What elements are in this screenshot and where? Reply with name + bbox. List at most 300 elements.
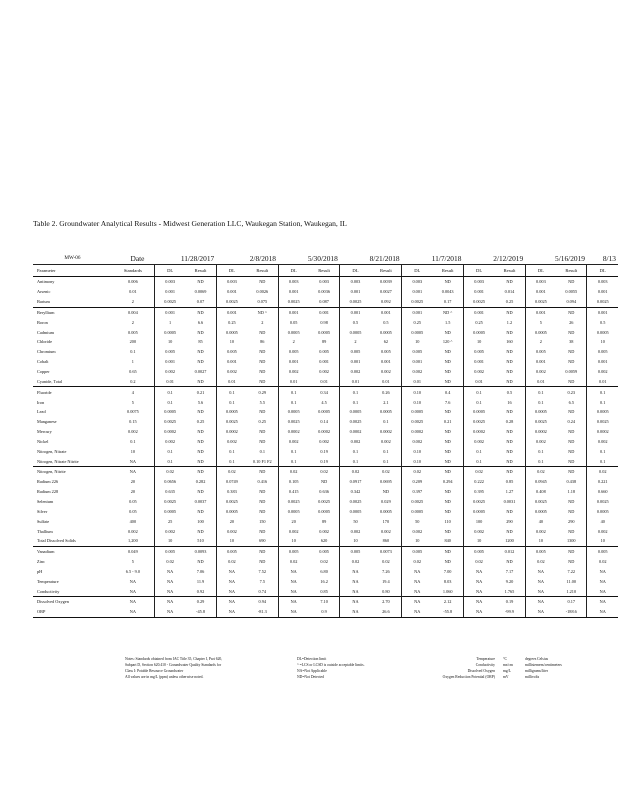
- result-cell: 0.17: [556, 597, 587, 607]
- standard-value: 20: [130, 479, 136, 485]
- note-abbr-na: NA=Not Applicable: [297, 669, 327, 673]
- table-row: [33, 586, 618, 596]
- result-cell: 0.0031: [503, 498, 516, 504]
- result-cell: ND: [506, 528, 513, 534]
- result-cell: 0.07: [196, 299, 205, 305]
- result-cell: NA: [402, 566, 433, 576]
- result-cell: ND: [259, 279, 266, 285]
- result-cell: 0.02: [309, 467, 340, 477]
- result-cell: ND: [444, 528, 451, 534]
- unit-param: Oxygen Reduction Potential (ORP): [442, 675, 495, 679]
- result-cell: 0.001: [278, 307, 309, 317]
- result-cell: 0.005: [278, 347, 309, 357]
- result-cell: 0.002: [154, 367, 185, 377]
- result-cell: 0.0002: [379, 429, 392, 435]
- result-cell: ND: [444, 369, 451, 375]
- result-cell: 0.003: [525, 277, 556, 287]
- result-cell: NA: [340, 566, 371, 576]
- result-cell: 5: [525, 317, 556, 327]
- result-cell: 0.1: [340, 397, 371, 407]
- standard-value: NA: [129, 578, 136, 584]
- result-cell: 0.002: [587, 367, 618, 377]
- result-cell: ND: [444, 359, 451, 365]
- result-cell: 89: [321, 518, 327, 524]
- result-cell: 0.001: [402, 357, 433, 367]
- result-cell: 10: [463, 536, 494, 546]
- parameter-name: Antimony: [37, 279, 55, 285]
- standard-value: 1: [131, 359, 134, 365]
- result-cell: 0.01: [587, 376, 618, 386]
- result-cell: 0.14: [320, 419, 328, 425]
- result-cell: 0.0005: [463, 327, 494, 337]
- result-cell: ND: [568, 409, 575, 415]
- result-cell: ND: [568, 458, 575, 464]
- result-cell: 0.19: [320, 458, 328, 464]
- result-cell: 40: [587, 516, 618, 526]
- parameter-name: Dissolved Oxygen: [33, 597, 112, 607]
- parameter-name: Iron: [37, 399, 45, 405]
- result-cell: 0.1: [259, 448, 265, 454]
- result-cell: 0.23: [556, 387, 587, 397]
- table-notes: [0, 657, 618, 687]
- result-cell: NA: [278, 586, 309, 596]
- table-row: [33, 327, 618, 337]
- result-cell: 510: [197, 538, 204, 544]
- result-cell: 0.0656: [154, 477, 185, 487]
- result-cell: 0.005: [463, 347, 494, 357]
- result-cell: 0.1: [154, 446, 185, 456]
- result-cell: 0.002: [319, 369, 329, 375]
- standard-value: 0.05: [129, 508, 137, 514]
- column-header: DL: [154, 265, 185, 277]
- result-cell: 1.18: [567, 489, 576, 495]
- result-cell: 0.0002: [340, 427, 371, 437]
- result-cell: 0.0002: [278, 427, 309, 437]
- result-cell: 100: [197, 518, 204, 524]
- result-cell: 0.005: [463, 546, 494, 556]
- column-header: Result: [247, 265, 278, 277]
- result-cell: 0.002: [154, 437, 185, 447]
- parameter-name: Radium 226: [37, 479, 59, 485]
- result-cell: ND: [432, 467, 463, 477]
- parameter-name: Arsenic: [37, 289, 51, 295]
- result-cell: 0.0005: [340, 506, 371, 516]
- standard-value: NA: [112, 467, 155, 477]
- result-cell: 7.5: [259, 578, 265, 584]
- result-cell: NA: [154, 566, 185, 576]
- result-cell: ND: [259, 329, 266, 335]
- result-cell: ND: [432, 546, 463, 556]
- result-cell: 7.52: [258, 568, 267, 574]
- result-cell: 0.25: [216, 317, 247, 327]
- parameter-name: Cadmium: [37, 329, 54, 335]
- table-row: [33, 597, 618, 607]
- result-cell: 0.0027: [194, 369, 207, 375]
- result-cell: 0.0005: [318, 508, 330, 514]
- unit-symbol: °C: [503, 657, 507, 661]
- column-header: DL: [402, 265, 433, 277]
- result-cell: NA: [216, 586, 247, 596]
- result-cell: 0.19: [494, 597, 525, 607]
- result-cell: 0.02: [216, 557, 247, 567]
- result-cell: 0.415: [278, 487, 309, 497]
- result-cell: ND: [568, 508, 575, 514]
- result-cell: 0.01: [320, 378, 328, 384]
- result-cell: 0.1: [278, 397, 309, 407]
- standard-value: 0.0075: [126, 409, 139, 415]
- result-cell: 2: [261, 319, 264, 325]
- result-cell: 0.1: [340, 387, 371, 397]
- result-cell: 89: [321, 339, 327, 345]
- result-cell: 0.029: [381, 498, 391, 504]
- table-row: [33, 497, 618, 507]
- result-cell: ND: [568, 378, 575, 384]
- result-cell: 0.02: [154, 467, 185, 477]
- note-abbr-dl: DL=Detection limit: [297, 657, 327, 661]
- result-cell: 26: [569, 319, 574, 325]
- table-row: [33, 526, 618, 536]
- result-cell: NA: [587, 566, 618, 576]
- result-cell: ND: [197, 448, 204, 454]
- result-cell: 10: [587, 337, 618, 347]
- table-row: [33, 317, 618, 327]
- result-cell: NA: [340, 597, 371, 607]
- result-cell: 0.0025: [463, 417, 494, 427]
- result-cell: ND: [197, 409, 204, 415]
- unit-desc: millivolts: [525, 675, 540, 679]
- result-cell: 25: [154, 516, 185, 526]
- result-cell: 11.9: [196, 578, 205, 584]
- parameter-name: Conductivity: [37, 588, 60, 594]
- result-cell: ND: [185, 467, 216, 477]
- result-cell: ND: [259, 369, 266, 375]
- parameter-name: Nickel: [37, 438, 49, 444]
- result-cell: 0.002: [216, 367, 247, 377]
- result-cell: 0.02: [340, 557, 371, 567]
- result-cell: ND ^: [432, 307, 463, 317]
- result-cell: ND: [506, 458, 513, 464]
- result-cell: 0.01: [340, 376, 371, 386]
- result-cell: 0.660: [587, 487, 618, 497]
- table-row: [33, 367, 618, 377]
- result-cell: 0.0002: [402, 427, 433, 437]
- result-cell: 0.5: [587, 317, 618, 327]
- result-cell: 0.005: [154, 347, 185, 357]
- result-cell: 0.0005: [340, 407, 371, 417]
- result-cell: 0.005: [381, 349, 391, 355]
- result-cell: 0.001: [402, 307, 433, 317]
- result-cell: 0.001: [525, 287, 556, 297]
- result-cell: 1.27: [505, 489, 514, 495]
- result-cell: NA: [154, 607, 185, 617]
- standard-value: 0.1: [130, 438, 136, 444]
- result-cell: 0.10: [402, 456, 433, 466]
- result-cell: 0.0025: [525, 297, 556, 307]
- sample-date: 11/7/2018: [431, 253, 462, 263]
- parameter-name: Silver: [37, 508, 48, 514]
- column-header: Result: [309, 265, 340, 277]
- result-cell: 0.002: [278, 437, 309, 447]
- standard-value: 0.004: [112, 307, 155, 317]
- result-cell: 0.0005: [379, 329, 392, 335]
- parameter-name: Selenium: [37, 498, 54, 504]
- parameter-name: Thallium: [37, 528, 53, 534]
- result-cell: 120 ^: [442, 339, 453, 345]
- result-cell: ND: [197, 528, 204, 534]
- standard-value: 0.049: [112, 546, 155, 556]
- result-cell: ND: [444, 378, 451, 384]
- result-cell: 0.0025: [463, 297, 494, 307]
- result-cell: 0.25: [402, 317, 433, 327]
- result-cell: 0.005: [525, 546, 556, 556]
- standard-value: NA: [112, 597, 155, 607]
- result-cell: 2: [340, 337, 371, 347]
- result-cell: 0.4: [432, 387, 463, 397]
- result-cell: 0.0002: [525, 427, 556, 437]
- result-cell: 0.002: [381, 438, 391, 444]
- result-cell: 2.70: [371, 597, 402, 607]
- result-cell: 1.060: [442, 588, 453, 594]
- result-cell: 0.087: [319, 299, 329, 305]
- result-cell: 0.221: [587, 477, 618, 487]
- result-cell: 0.001: [371, 307, 402, 317]
- result-cell: ND: [197, 329, 204, 335]
- result-cell: 0.1: [587, 456, 618, 466]
- standard-value: 10: [130, 448, 136, 454]
- result-cell: 0.0002: [463, 427, 494, 437]
- table-row: [33, 536, 618, 546]
- result-cell: ND: [568, 329, 575, 335]
- result-cell: ND: [382, 489, 389, 495]
- table-row: [33, 437, 618, 447]
- result-cell: ND: [444, 559, 451, 565]
- result-cell: NA: [278, 566, 309, 576]
- result-cell: 0.0025: [154, 497, 185, 507]
- result-cell: 0.001: [463, 287, 494, 297]
- result-cell: ND: [506, 378, 513, 384]
- result-cell: 0.1: [278, 387, 309, 397]
- result-cell: NA: [587, 607, 618, 617]
- unit-symbol: ms/cm: [503, 663, 513, 667]
- standard-value: 0.65: [129, 369, 137, 375]
- result-cell: 0.0025: [154, 417, 185, 427]
- table-row: [33, 516, 618, 526]
- parameter-name: Boron: [37, 319, 48, 325]
- result-cell: ND: [444, 489, 451, 495]
- result-cell: ND: [444, 508, 451, 514]
- result-cell: 7.10: [309, 597, 340, 607]
- result-cell: 0.0025: [587, 497, 618, 507]
- result-cell: 6.6: [197, 319, 204, 325]
- result-cell: 0.01: [216, 376, 247, 386]
- result-cell: 11.00: [566, 578, 577, 584]
- result-cell: 0.0005: [525, 327, 556, 337]
- result-cell: 0.0025: [463, 497, 494, 507]
- result-cell: 0.005: [587, 347, 618, 357]
- result-cell: ND: [568, 349, 575, 355]
- result-cell: 40: [525, 516, 556, 526]
- result-cell: ND: [494, 307, 525, 317]
- result-cell: 0.1: [525, 397, 556, 407]
- result-cell: ND: [197, 508, 204, 514]
- parameter-name: ORP: [33, 607, 112, 617]
- result-cell: 0.10: [402, 446, 433, 456]
- result-cell: 0.02: [463, 557, 494, 567]
- result-cell: 0.0025: [278, 297, 309, 307]
- result-cell: ND: [197, 378, 204, 384]
- result-cell: 0.1: [216, 446, 247, 456]
- result-cell: 0.0025: [216, 297, 247, 307]
- result-cell: 0.001: [463, 357, 494, 367]
- result-cell: 0.408: [525, 487, 556, 497]
- result-cell: 0.0073: [371, 546, 402, 556]
- result-cell: 0.209: [402, 477, 433, 487]
- column-header: DL: [278, 265, 309, 277]
- result-cell: 0.1: [525, 387, 556, 397]
- result-cell: 0.003: [319, 279, 329, 285]
- column-header: Standards: [112, 265, 155, 277]
- result-cell: 7.06: [196, 568, 205, 574]
- result-cell: 0.24: [567, 419, 576, 425]
- result-cell: 0.0005: [525, 407, 556, 417]
- result-cell: 0.01: [402, 376, 433, 386]
- result-cell: 0.0093: [185, 546, 216, 556]
- result-cell: ND: [568, 359, 575, 365]
- result-cell: 50: [402, 516, 433, 526]
- result-cell: 0.094: [566, 299, 577, 305]
- result-cell: 86: [260, 339, 265, 345]
- result-cell: 0.014: [504, 289, 515, 295]
- result-cell: 0.383: [216, 487, 247, 497]
- result-cell: 0.1: [216, 397, 247, 407]
- result-cell: ND: [444, 329, 451, 335]
- column-header: DL: [340, 265, 371, 277]
- result-cell: ND: [568, 559, 575, 565]
- unit-param: Conductivity: [475, 663, 495, 667]
- parameter-name: Barium: [37, 299, 50, 305]
- result-cell: 0.075: [257, 299, 268, 305]
- result-cell: 0.0749: [216, 477, 247, 487]
- result-cell: 0.005: [309, 546, 340, 556]
- parameter-name: Lead: [37, 409, 46, 415]
- result-cell: NA: [154, 597, 185, 607]
- result-cell: 0.003: [587, 277, 618, 287]
- result-cell: 7.00: [443, 568, 452, 574]
- result-cell: ND: [506, 448, 513, 454]
- result-cell: 0.02: [216, 467, 247, 477]
- column-header: DL: [587, 265, 618, 277]
- unit-param: Dissolved Oxygen: [467, 669, 495, 673]
- result-cell: ND: [197, 559, 204, 565]
- result-cell: 20: [216, 516, 247, 526]
- result-cell: NA: [525, 597, 556, 607]
- result-cell: 0.001: [587, 307, 618, 317]
- result-cell: 0.0005: [402, 506, 433, 516]
- standard-value: 200: [129, 339, 137, 345]
- result-cell: 1200: [505, 538, 514, 544]
- unit-desc: milligrams/liter: [525, 669, 548, 673]
- result-cell: 0.001: [340, 307, 371, 317]
- result-cell: 0.0005: [379, 508, 392, 514]
- result-cell: 10: [154, 536, 185, 546]
- result-cell: NA: [525, 586, 556, 596]
- result-cell: 0.1: [154, 397, 185, 407]
- result-cell: 0.001: [587, 357, 618, 367]
- table-row: [33, 566, 618, 576]
- result-cell: 0.001: [216, 307, 247, 317]
- note-standards: Notes: Standards obtained from IAC Title 35, Chapter I, Part 620,: [125, 657, 223, 661]
- result-cell: 0.1: [340, 456, 371, 466]
- result-cell: 0.1: [463, 456, 494, 466]
- result-cell: 0.005: [340, 546, 371, 556]
- result-cell: 0.02: [402, 467, 433, 477]
- sample-date: 5/30/2018: [307, 253, 338, 263]
- unit-desc: millisiemens/centimeters: [525, 663, 562, 667]
- result-cell: 0.0025: [318, 498, 330, 504]
- result-cell: 0.26: [371, 387, 402, 397]
- result-cell: ND: [197, 359, 204, 365]
- result-cell: 0.0025: [154, 297, 185, 307]
- result-cell: 0.416: [257, 479, 268, 485]
- result-cell: 16: [507, 399, 512, 405]
- result-cell: 0.29: [185, 597, 216, 607]
- result-cell: 0.002: [278, 526, 309, 536]
- result-cell: 0.0005: [340, 327, 371, 337]
- result-cell: 0.92: [196, 588, 205, 594]
- result-cell: 0.001: [463, 307, 494, 317]
- parameter-name: Cyanide, Total: [37, 378, 63, 384]
- result-cell: 10: [278, 536, 309, 546]
- note-abbr-nd: ND=Not Detected: [297, 675, 324, 679]
- table-row: [33, 387, 618, 397]
- result-cell: 0.0005: [587, 407, 618, 417]
- result-cell: ND: [506, 559, 513, 565]
- result-cell: 38: [569, 339, 574, 345]
- result-cell: 0.0005: [587, 506, 618, 516]
- result-cell: 0.438: [566, 479, 577, 485]
- sample-date: 5/16/2019: [555, 253, 585, 263]
- result-cell: 0.003: [278, 277, 309, 287]
- result-cell: ND: [444, 429, 451, 435]
- result-cell: 10: [340, 536, 371, 546]
- result-cell: ND: [506, 369, 513, 375]
- table-row: [33, 397, 618, 407]
- result-cell: 0.0025: [216, 417, 247, 427]
- result-cell: ND: [259, 349, 266, 355]
- result-cell: 0.0005: [379, 409, 392, 415]
- result-cell: 0.002: [340, 367, 371, 377]
- result-cell: NA: [463, 576, 494, 586]
- result-cell: 0.0069: [194, 289, 207, 295]
- standard-value: NA: [129, 458, 136, 464]
- result-cell: NA: [402, 586, 433, 596]
- result-cell: 0.1: [216, 456, 247, 466]
- result-cell: -188.6: [556, 607, 587, 617]
- result-cell: 0.1: [587, 397, 618, 407]
- column-header: Result: [185, 265, 216, 277]
- standard-value: 20: [130, 489, 136, 495]
- result-cell: 0.0039: [379, 279, 392, 285]
- table-row: [33, 456, 618, 466]
- result-cell: 0.5: [340, 317, 371, 327]
- result-cell: 0.80: [382, 588, 390, 594]
- standard-value: 2: [131, 299, 134, 305]
- result-cell: 0.34: [309, 387, 340, 397]
- result-cell: 0.21: [185, 387, 216, 397]
- result-cell: 0.002: [340, 526, 371, 536]
- result-cell: 1.5: [445, 319, 451, 325]
- result-cell: 0.395: [463, 487, 494, 497]
